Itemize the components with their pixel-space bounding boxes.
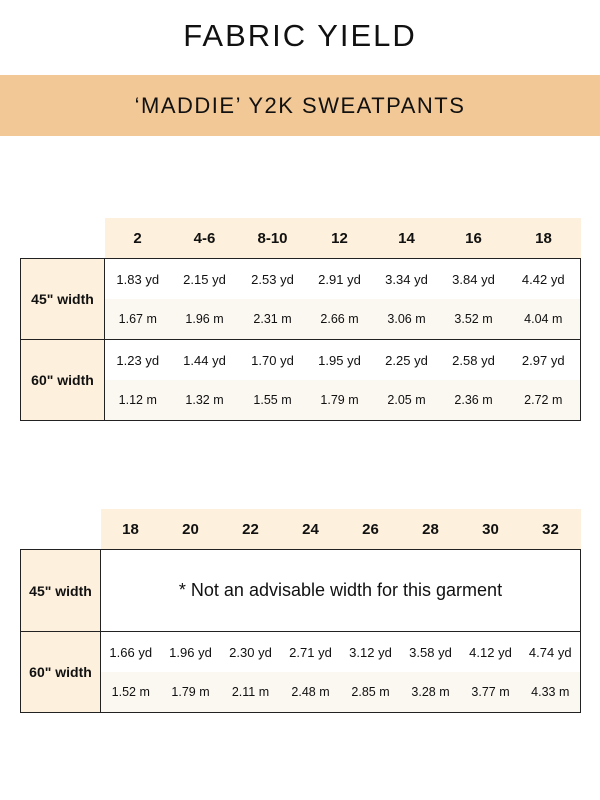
yardage-cell: 2.53 yd xyxy=(239,259,307,300)
yardage-row-45 xyxy=(21,259,581,300)
header-blank xyxy=(21,218,105,259)
meters-cell: 2.31 m xyxy=(239,299,307,340)
width-label-45: 45" width xyxy=(21,550,101,632)
size-header: 18 xyxy=(507,218,581,259)
size-header: 14 xyxy=(373,218,441,259)
yardage-cell: 1.23 yd xyxy=(105,340,171,381)
yield-table-sizes-18-32 xyxy=(20,509,581,713)
pattern-name: ‘MADDIE’ Y2K SWEATPANTS xyxy=(134,92,466,118)
size-header: 16 xyxy=(441,218,507,259)
yardage-cell: 2.97 yd xyxy=(507,340,581,381)
yardage-cell: 4.42 yd xyxy=(507,259,581,300)
size-header: 8-10 xyxy=(239,218,307,259)
meters-cell: 3.28 m xyxy=(401,672,461,713)
yardage-cell: 1.70 yd xyxy=(239,340,307,381)
meters-cell: 4.04 m xyxy=(507,299,581,340)
size-header-row xyxy=(21,218,581,259)
meters-cell: 2.66 m xyxy=(307,299,373,340)
width-label-60: 60" width xyxy=(21,340,105,421)
size-header-row xyxy=(21,509,581,550)
meters-cell: 2.05 m xyxy=(373,380,441,421)
yardage-row-60 xyxy=(21,340,581,381)
meters-cell: 1.79 m xyxy=(161,672,221,713)
yardage-row-60 xyxy=(21,632,581,673)
yardage-cell: 3.34 yd xyxy=(373,259,441,300)
meters-cell: 2.85 m xyxy=(341,672,401,713)
meters-cell: 1.79 m xyxy=(307,380,373,421)
meters-cell: 1.67 m xyxy=(105,299,171,340)
yield-table-sizes-2-18 xyxy=(20,218,581,421)
meters-row-60 xyxy=(21,380,581,421)
meters-cell: 4.33 m xyxy=(521,672,581,713)
meters-row-45 xyxy=(21,299,581,340)
yardage-cell: 1.44 yd xyxy=(171,340,239,381)
meters-cell: 2.72 m xyxy=(507,380,581,421)
size-header: 26 xyxy=(341,509,401,550)
yardage-cell: 4.74 yd xyxy=(521,632,581,673)
size-header: 24 xyxy=(281,509,341,550)
page-title: FABRIC YIELD xyxy=(183,18,417,53)
meters-cell: 3.06 m xyxy=(373,299,441,340)
size-header: 32 xyxy=(521,509,581,550)
yardage-cell: 3.84 yd xyxy=(441,259,507,300)
meters-cell: 1.55 m xyxy=(239,380,307,421)
row-45-width xyxy=(21,550,581,632)
meters-cell: 2.11 m xyxy=(221,672,281,713)
header-blank xyxy=(21,509,101,550)
size-header: 4-6 xyxy=(171,218,239,259)
size-header: 18 xyxy=(101,509,161,550)
yardage-cell: 1.96 yd xyxy=(161,632,221,673)
yardage-cell: 3.12 yd xyxy=(341,632,401,673)
yardage-cell: 2.25 yd xyxy=(373,340,441,381)
not-advisable-note: * Not an advisable width for this garment xyxy=(101,550,581,632)
yardage-cell: 2.15 yd xyxy=(171,259,239,300)
meters-row-60 xyxy=(21,672,581,713)
size-header: 30 xyxy=(461,509,521,550)
yardage-cell: 1.83 yd xyxy=(105,259,171,300)
meters-cell: 1.52 m xyxy=(101,672,161,713)
meters-cell: 3.52 m xyxy=(441,299,507,340)
yardage-cell: 1.66 yd xyxy=(101,632,161,673)
yardage-cell: 2.58 yd xyxy=(441,340,507,381)
meters-cell: 1.96 m xyxy=(171,299,239,340)
meters-cell: 1.32 m xyxy=(171,380,239,421)
size-header: 22 xyxy=(221,509,281,550)
yardage-cell: 2.91 yd xyxy=(307,259,373,300)
size-header: 20 xyxy=(161,509,221,550)
meters-cell: 1.12 m xyxy=(105,380,171,421)
yardage-cell: 2.30 yd xyxy=(221,632,281,673)
yardage-cell: 3.58 yd xyxy=(401,632,461,673)
meters-cell: 2.36 m xyxy=(441,380,507,421)
meters-cell: 3.77 m xyxy=(461,672,521,713)
meters-cell: 2.48 m xyxy=(281,672,341,713)
subtitle-banner xyxy=(0,75,600,136)
size-header: 12 xyxy=(307,218,373,259)
size-header: 28 xyxy=(401,509,461,550)
size-header: 2 xyxy=(105,218,171,259)
yardage-cell: 1.95 yd xyxy=(307,340,373,381)
yardage-cell: 2.71 yd xyxy=(281,632,341,673)
width-label-60: 60" width xyxy=(21,632,101,713)
width-label-45: 45" width xyxy=(21,259,105,340)
yardage-cell: 4.12 yd xyxy=(461,632,521,673)
